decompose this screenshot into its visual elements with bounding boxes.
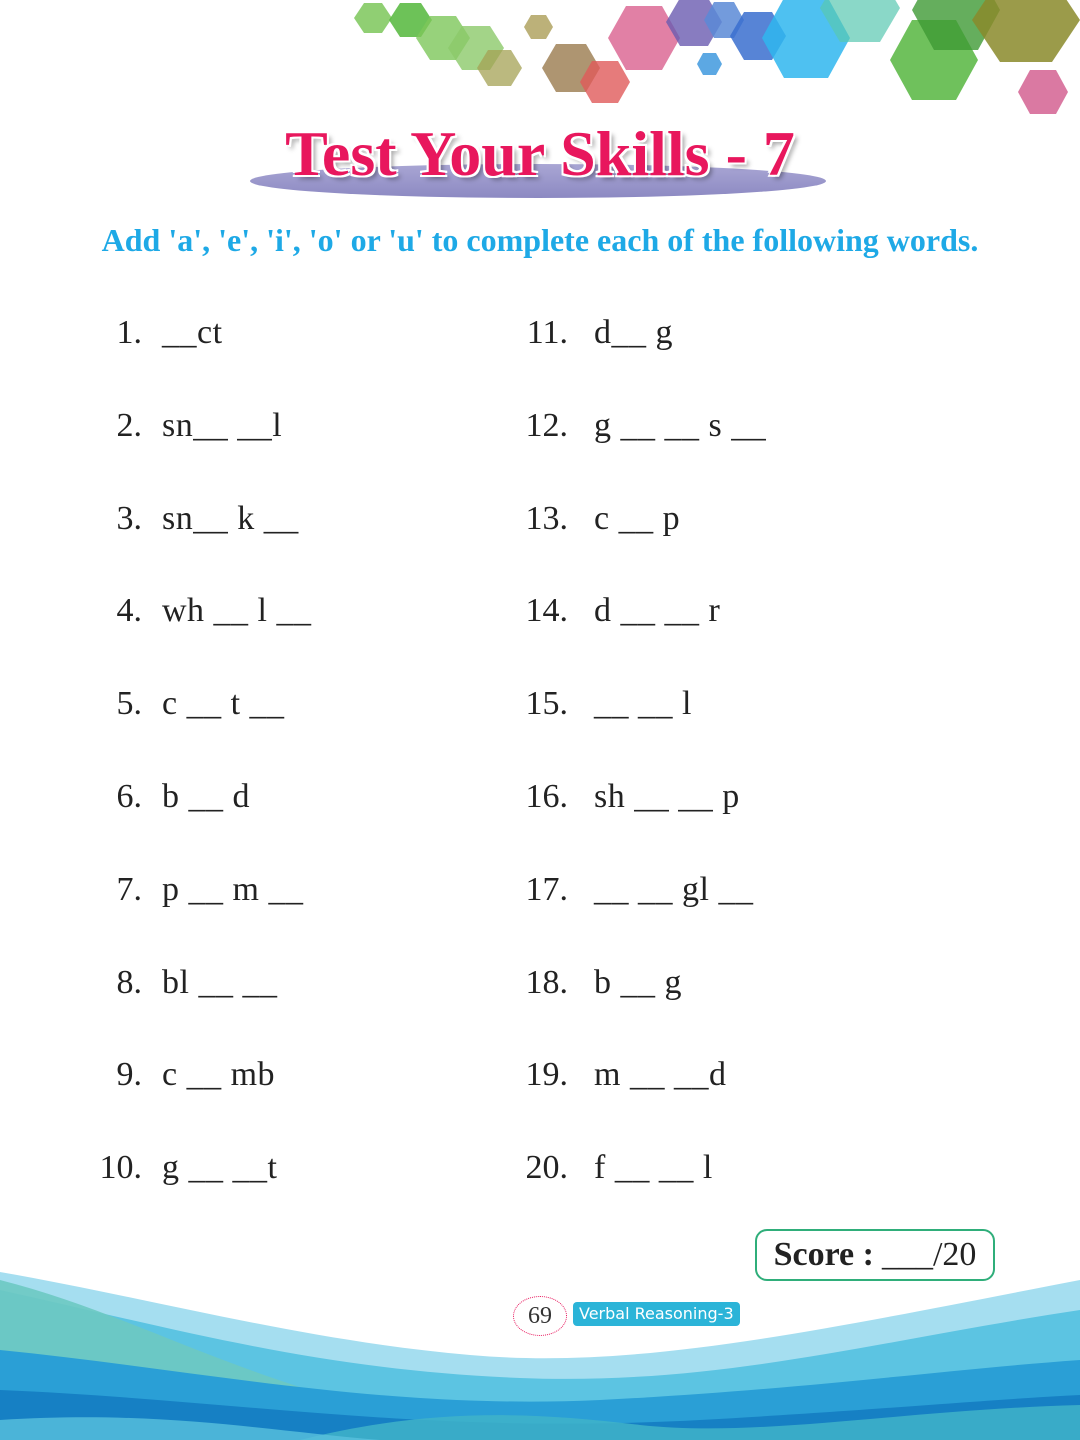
question-column-left [80,306,480,1234]
question-item [80,863,480,956]
question-item [510,1048,930,1141]
hexagon-decoration-top [0,0,1080,130]
question-word: m __ __d [594,1056,727,1094]
question-item [510,492,930,585]
question-item [80,770,480,863]
question-number: 3. [116,499,142,537]
question-number: 14. [525,592,568,630]
question-item [80,584,480,677]
question-item [80,492,480,585]
instruction-text: Add 'a', 'e', 'i', 'o' or 'u' to complete each of the following words. [101,222,979,258]
question-number: 10. [99,1149,142,1187]
question-word: g __ __ s __ [594,406,767,444]
question-item [510,956,930,1049]
question-word: __ct [162,314,223,351]
question-number: 15. [525,685,568,723]
question-number: 2. [116,406,142,444]
question-word: c __ mb [162,1056,276,1094]
question-number: 9. [116,1056,142,1094]
question-word: sn__ k __ [162,499,299,537]
question-item [80,677,480,770]
question-number: 13. [525,499,568,537]
question-number: 1. [116,314,142,351]
book-title-label: Verbal Reasoning-3 [573,1302,740,1326]
question-word: f __ __ l [594,1149,713,1187]
question-number: 8. [116,963,142,1001]
question-word: p __ m __ [162,870,304,908]
question-number: 6. [116,777,142,815]
question-number: 12. [525,406,568,444]
question-item [80,1048,480,1141]
page-title: Test Your Skills - 7 [285,118,795,189]
question-column-right [510,306,930,1234]
question-word: sh __ __ p [594,777,740,815]
title-banner [250,112,830,202]
question-word: __ __ l [594,685,692,723]
question-item [80,956,480,1049]
question-number: 5. [116,685,142,723]
question-number: 18. [525,963,568,1001]
question-word: __ __ gl __ [594,870,754,908]
question-word: d__ g [594,314,673,351]
question-word: g __ __t [162,1149,278,1187]
score-label: Score : [773,1236,874,1273]
question-item [510,863,930,956]
wave-decoration-bottom [0,1260,1080,1440]
question-item [80,399,480,492]
question-word: d __ __ r [594,592,721,630]
question-item [510,770,930,863]
question-number: 11. [526,314,568,351]
question-item [510,584,930,677]
question-word: bl __ __ [162,963,278,1001]
question-number: 16. [525,777,568,815]
question-number: 7. [116,870,142,908]
question-item [510,306,930,399]
question-item [80,1141,480,1234]
question-word: wh __ l __ [162,592,312,630]
score-value: ___/20 [881,1236,977,1273]
question-number: 17. [525,870,568,908]
question-item [80,306,480,399]
question-word: sn__ __l [162,406,283,444]
question-number: 4. [116,592,142,630]
score-box [755,1229,995,1281]
question-word: c __ p [594,499,681,537]
question-number: 19. [525,1056,568,1094]
question-item [510,677,930,770]
question-word: c __ t __ [162,685,285,723]
question-number: 20. [525,1149,568,1187]
question-item [510,1141,930,1234]
question-word: b __ g [594,963,682,1001]
page-number: 69 [513,1296,567,1336]
question-item [510,399,930,492]
question-word: b __ d [162,777,250,815]
